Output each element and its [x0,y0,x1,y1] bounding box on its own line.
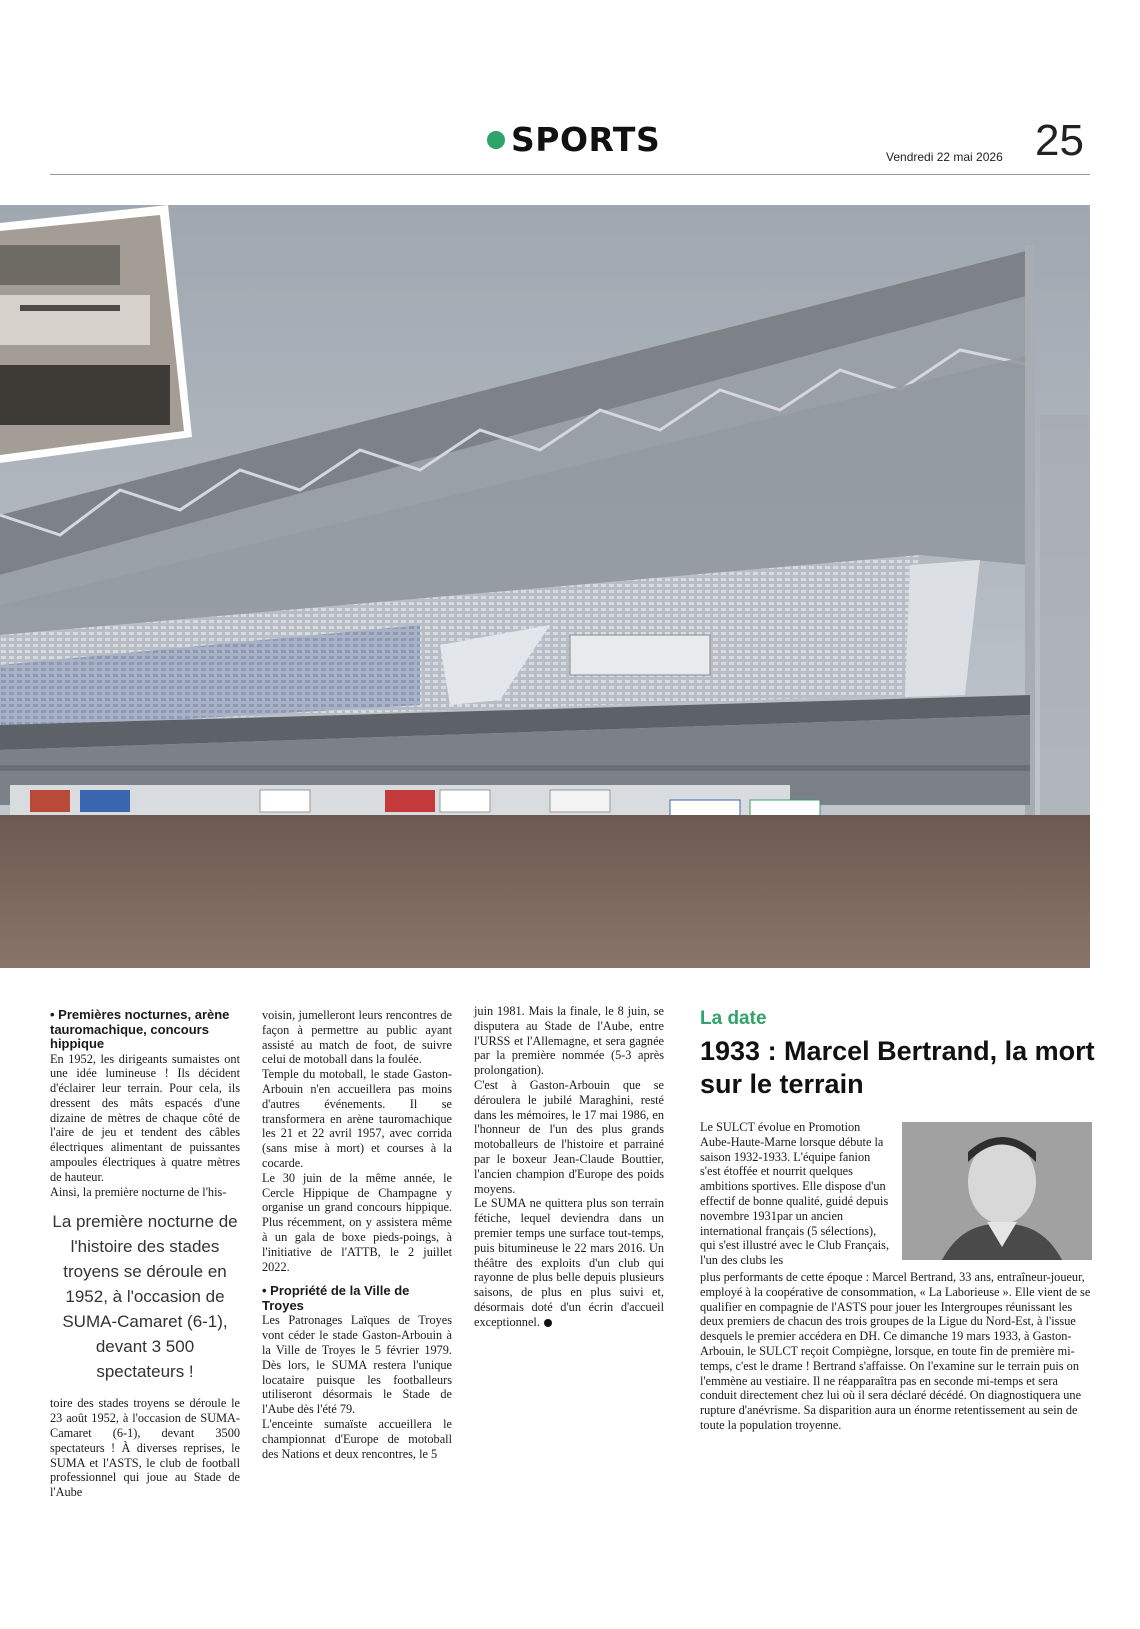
paragraph: juin 1981. Mais la finale, le 8 juin, se disputera au Stade de l'Aube, entre l'URSS et l'Allemagne, et sera gagnée par la première nommée (5-3 après prolongation). [474,1004,664,1078]
article-column-1 [50,1008,240,1500]
page-header [50,110,1090,175]
paragraph: C'est à Gaston-Arbouin que se déroulera le jubilé Maraghini, resté dans les mémoires, le 17 mai 1986, en l'honneur de l'un des plus grands motoballeurs de l'histoire et parrainé par le boxeur Jean-Claude Bouttier, l'ancien champion d'Europe des poids moyens. [474,1077,664,1196]
paragraph: Ainsi, la première nocturne de l'his- [50,1184,227,1199]
section-label [487,120,660,159]
end-of-article-icon [544,1319,552,1327]
page-number: 25 [1035,116,1084,165]
subhead-nocturnes: • Premières nocturnes, arène tauromachique, concours hippique [50,1007,230,1051]
paragraph: Les Patronages Laïques de Troyes vont céder le stade Gaston-Arbouin à la Ville de Troyes le 5 février 1979. Dès lors, le SUMA restera l'unique locataire puisque les footballeurs utiliseront désormais le Stade de l'Aube dès l'été 79. [262,1313,452,1417]
paragraph-text: Le SUMA ne quittera plus son terrain fétiche, lequel deviendra dans un premier temps une surface tout-temps, puis bitumineuse le 22 mars 2016. Un théâtre des exploits d'un club qui rayonne de plus belle depuis plusieurs saisons, de plus en plus suivi et, désormais doté d'un écrin d'accueil exceptionnel. [474,1196,664,1329]
paragraph: L'enceinte sumaïste accueillera le championnat d'Europe de motoball des Nations et deux rencontres, le 5 [262,1416,452,1461]
section-name: SPORTS [511,120,661,159]
archive-photo [0,205,200,473]
paragraph [474,1196,664,1329]
sidebar-text-bottom: plus performants de cette époque : Marcel Bertrand, 33 ans, entraîneur-joueur, employé à la coopérative de consommation, « La Laborieuse ». Elle vient de se qualifier en compagnie de l'ASTS pour jouer les Intergroupes réunissant les deux premiers de chacun des trois groupes de la Ligue du Nord-Est, à l'issue desquels le premier accédera en DH. Ce dimanche 19 mars 1933, à Gaston-Arbouin, le SULCT reçoit Compiègne, lorsque, en toute fin de première mi-temps, c'est le drame ! Bertrand s'affaisse. On l'examine sur le terrain puis on l'emmène au vestiaire. Il ne réapparaîtra pas en seconde mi-temps et sera conduit directement chez lui où il sera déclaré décédé. On diagnostiquera une rupture d'anévrisme. Sa disparition aura un énorme retentissement au sein de toute la population troyenne. [700,1270,1091,1432]
pull-quote: La première nocturne de l'histoire des stades troyens se déroule en 1952, à l'occasion de SUMA-Camaret (6-1), devant 3 500 spectateurs ! [52,1212,238,1382]
paragraph: Le 30 juin de la même année, le Cercle Hippique de Champagne y organise un grand concours hippique. Plus récemment, on y assistera même à un gala de boxe pieds-poings, à l'initiative de l'ATTB, le 2 juillet 2022. [262,1170,452,1274]
paragraph: voisin, jumelleront leurs rencontres de façon à permettre au public ayant assisté au match de foot, de suivre celui de motoball dans la foulée. [262,1008,452,1067]
article-column-3 [474,1004,664,1330]
sidebar-headline: 1933 : Marcel Bertrand, la mort sur le terrain [700,1036,1095,1099]
issue-date: Vendredi 22 mai 2026 [886,150,1003,164]
portrait-photo [902,1122,1092,1260]
section-dot-icon [487,131,505,149]
paragraph: Temple du motoball, le stade Gaston-Arbouin n'en accueillera pas moins d'autres événements. Il se transformera en arène tauromachique les 21 et 22 avril 1957, avec corrida (sans mise à mort) et courses à la cocarde. [262,1067,452,1170]
article-column-2 [262,1008,452,1461]
paragraph: En 1952, les dirigeants sumaistes ont une idée lumineuse ! Ils décident d'éclairer leur terrain. Pour cela, ils dressent des mâts espacés d'une dizaine de mètres de chaque côté de l'aire de jeu et tendent des câbles électriques alimentant de puissantes ampoules électriques à quatre mètres de hauteur. [50,1051,240,1184]
paragraph: toire des stades troyens se déroule le 23 août 1952, à l'occasion de SUMA-Camaret (6-1), devant 3500 spectateurs ! À diverses reprises, le SUMA et l'ASTS, le club de football professionnel qui joue au Stade de l'Aube [50,1396,240,1500]
subhead-propriete: • Propriété de la Ville de Troyes [262,1283,410,1313]
sidebar-text-top: Le SULCT évolue en Promotion Aube-Haute-Marne lorsque débute la saison 1932-1933. L'équipe fanion s'est étoffée et nourrit quelques ambitions sportives. Elle dispose d'un effectif de bonne qualité, guidé depuis novembre 1931par un ancien international français (5 sélections), qui s'est illustré avec le Club Français, l'un des clubs les [700,1120,890,1268]
kicker-la-date: La date [700,1008,767,1029]
